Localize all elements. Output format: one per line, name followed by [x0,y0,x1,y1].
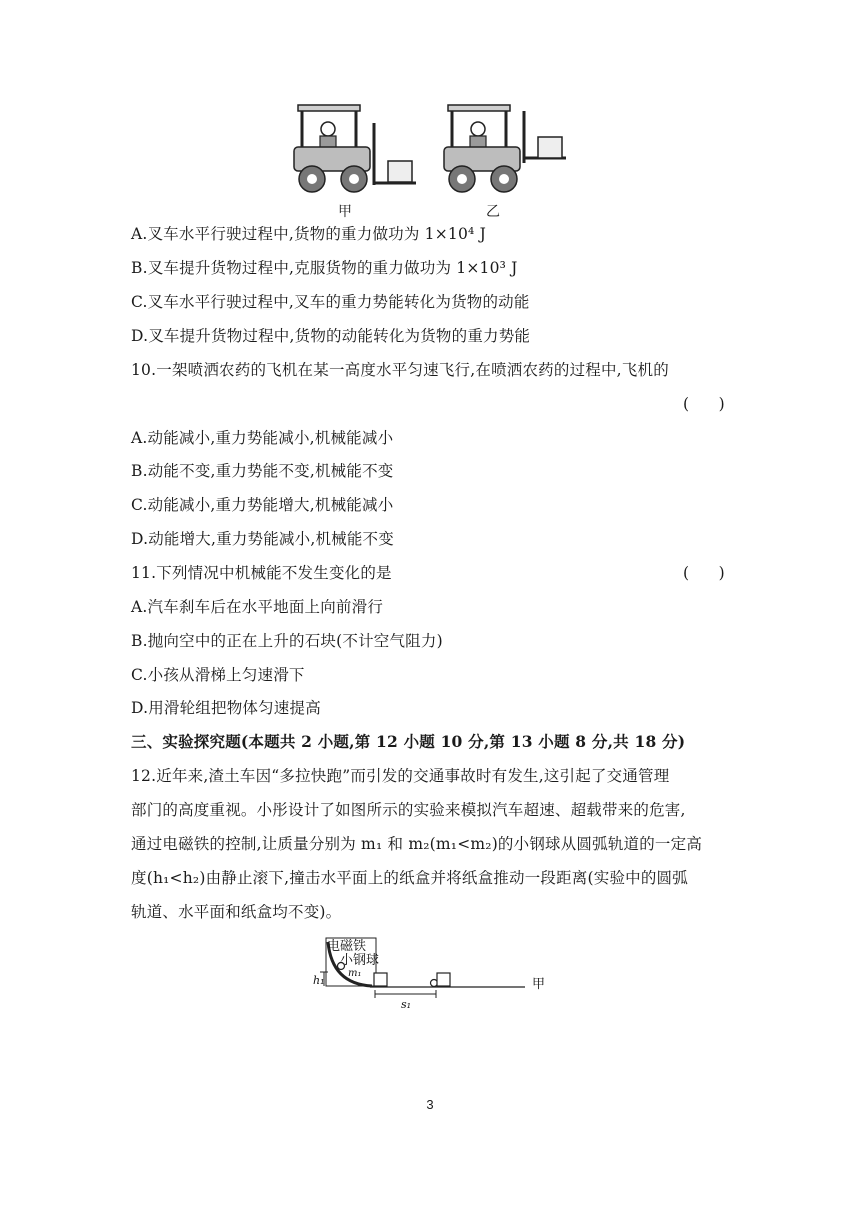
forklift-left-label: 甲 [338,204,352,220]
paper-box-end [437,973,450,986]
height-label: h₁ [313,974,325,987]
paper-box-start [374,973,387,986]
q11-stem: 11.下列情况中机械能不发生变化的是 [131,564,392,582]
q11-option-a: A.汽车刹车后在水平地面上向前滑行 [131,598,384,616]
q11-answer-paren: ( ) [683,564,725,582]
q12-line-4: 度(h₁<h₂)由静止滚下,撞击水平面上的纸盒并将纸盒推动一段距离(实验中的圆弧 [131,869,688,887]
q12-line-1: 12.近年来,渣土车因“多拉快跑”而引发的交通事故时有发生,这引起了交通管理 [131,767,670,785]
q11-option-d: D.用滑轮组把物体匀速提高 [131,699,321,717]
forklift-left-image [290,103,420,195]
distance-label: s₁ [401,998,412,1011]
magnet-label: 电磁铁 [327,939,367,954]
q10-option-a: A.动能减小,重力势能减小,机械能减小 [131,429,394,447]
mass-label: m₁ [348,968,362,979]
q10-option-c: C.动能减小,重力势能增大,机械能减小 [131,496,394,514]
q12-line-5: 轨道、水平面和纸盒均不变)。 [131,903,342,921]
forklift-right-label: 乙 [486,204,500,220]
q11-option-b: B.抛向空中的正在上升的石块(不计空气阻力) [131,632,443,650]
section-3-heading: 三、实验探究题(本题共 2 小题,第 12 小题 10 分,第 13 小题 8 分,共 18 分) [131,732,686,751]
forklift-right-image [440,103,570,195]
q9-option-a: A.叉车水平行驶过程中,货物的重力做功为 1×10⁴ J [131,225,487,243]
q9-option-d: D.叉车提升货物过程中,货物的动能转化为货物的重力势能 [131,327,531,345]
page-number: 3 [426,1097,434,1112]
track-diagram [310,936,560,1012]
ball-label: 小钢球 [340,953,380,968]
q10-option-b: B.动能不变,重力势能不变,机械能不变 [131,462,394,480]
q11-option-c: C.小孩从滑梯上匀速滑下 [131,666,305,684]
q9-option-c: C.叉车水平行驶过程中,叉车的重力势能转化为货物的动能 [131,293,530,311]
q10-stem: 10.一架喷洒农药的飞机在某一高度水平匀速飞行,在喷洒农药的过程中,飞机的 [131,361,669,379]
q12-line-2: 部门的高度重视。小彤设计了如图所示的实验来模拟汽车超速、超载带来的危害, [131,801,686,819]
q10-option-d: D.动能增大,重力势能减小,机械能不变 [131,530,394,548]
track-figure-label: 甲 [532,977,546,992]
q9-option-b: B.叉车提升货物过程中,克服货物的重力做功为 1×10³ J [131,259,518,277]
q12-line-3: 通过电磁铁的控制,让质量分别为 m₁ 和 m₂(m₁<m₂)的小钢球从圆弧轨道的一定高 [131,835,703,853]
q10-answer-paren: ( ) [683,395,725,413]
